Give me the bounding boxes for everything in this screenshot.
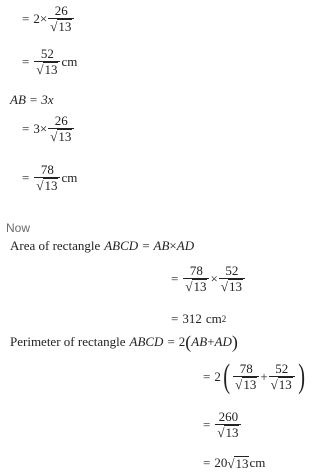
numerator: 26: [54, 113, 68, 128]
fraction: [34, 47, 60, 77]
square-root: √ 13: [36, 62, 58, 77]
side-ad: AD: [176, 238, 195, 253]
equation-line-12: [203, 455, 265, 471]
equation-line-11: [203, 410, 242, 440]
plus-sign: +: [207, 334, 215, 349]
equals-sign: =: [22, 54, 30, 69]
equation-line-7: [171, 264, 246, 294]
fraction-1: [183, 264, 209, 294]
square-root: √ 13: [50, 19, 72, 34]
perimeter-label: Perimeter of rectangle: [10, 334, 126, 349]
segment-ab: AB: [10, 92, 26, 107]
equals-sign: =: [22, 121, 30, 136]
equation-line-6: [10, 238, 194, 254]
area-label: Area of rectangle: [10, 238, 101, 253]
fraction: [48, 4, 74, 34]
square-root: √ 13: [235, 377, 257, 392]
equals-sign: =: [167, 334, 175, 349]
square-root: √ 13: [185, 279, 207, 294]
side-ab: AB: [191, 334, 208, 349]
times-sign: ×: [210, 271, 218, 286]
now-label: Now: [6, 221, 31, 235]
area-value: 312: [182, 311, 202, 326]
equals-sign: =: [22, 170, 30, 185]
equals-sign: =: [203, 417, 211, 432]
equals-sign: =: [142, 238, 150, 253]
expression: 3x: [41, 92, 54, 107]
square-root: √ 13: [227, 455, 249, 471]
fraction-1: [233, 362, 259, 392]
unit: cm: [61, 54, 78, 69]
fraction-2: [269, 362, 295, 392]
coefficient: 2: [33, 11, 40, 26]
numerator: 26: [54, 3, 68, 18]
side-ad: AD: [214, 334, 232, 349]
equation-line-5: [22, 163, 77, 193]
equation-line-10: [203, 360, 307, 394]
fraction: [48, 114, 74, 144]
square-root: √ 13: [220, 279, 242, 294]
times-sign: ×: [39, 11, 48, 26]
coefficient: 3: [33, 121, 40, 136]
unit: cm: [205, 311, 222, 326]
numerator: 52: [40, 46, 54, 61]
numerator: 78: [40, 162, 54, 177]
exponent: 2: [221, 314, 227, 324]
times-sign: ×: [39, 121, 48, 136]
equation-line-9: [10, 333, 238, 351]
side-ab: AB: [153, 238, 170, 253]
close-paren: ): [231, 332, 238, 352]
close-paren: ): [298, 358, 305, 395]
rectangle-name: ABCD: [129, 334, 164, 349]
equation-line-2: [22, 47, 77, 77]
equation-line-1: [22, 4, 75, 34]
fraction: [34, 163, 60, 193]
equals-sign: =: [203, 369, 211, 384]
plus-sign: +: [260, 369, 268, 384]
fraction: [215, 410, 241, 440]
square-root: √ 13: [50, 129, 72, 144]
rectangle-name: ABCD: [104, 238, 139, 253]
numerator: 260: [218, 409, 239, 424]
coefficient: 20: [214, 455, 228, 470]
square-root: √ 13: [270, 377, 292, 392]
equals-sign: =: [171, 271, 179, 286]
numerator: 52: [275, 361, 289, 376]
fraction-2: [219, 264, 245, 294]
equation-line-3: [10, 92, 54, 108]
square-root: √ 13: [36, 178, 58, 193]
coefficient: 2: [214, 369, 221, 384]
equals-sign: =: [171, 311, 179, 326]
numerator: 52: [225, 263, 239, 278]
equals-sign: =: [29, 92, 38, 107]
times-sign: ×: [169, 238, 177, 253]
square-root: √ 13: [217, 425, 239, 440]
coefficient: 2: [178, 334, 186, 349]
open-paren: (: [223, 358, 230, 395]
numerator: 78: [189, 263, 203, 278]
equation-line-4: [22, 114, 75, 144]
numerator: 78: [239, 361, 253, 376]
equation-line-8: [171, 311, 226, 327]
unit: cm: [61, 170, 78, 185]
equals-sign: =: [22, 11, 30, 26]
unit: cm: [249, 455, 266, 470]
open-paren: (: [185, 332, 192, 352]
equals-sign: =: [203, 455, 211, 470]
